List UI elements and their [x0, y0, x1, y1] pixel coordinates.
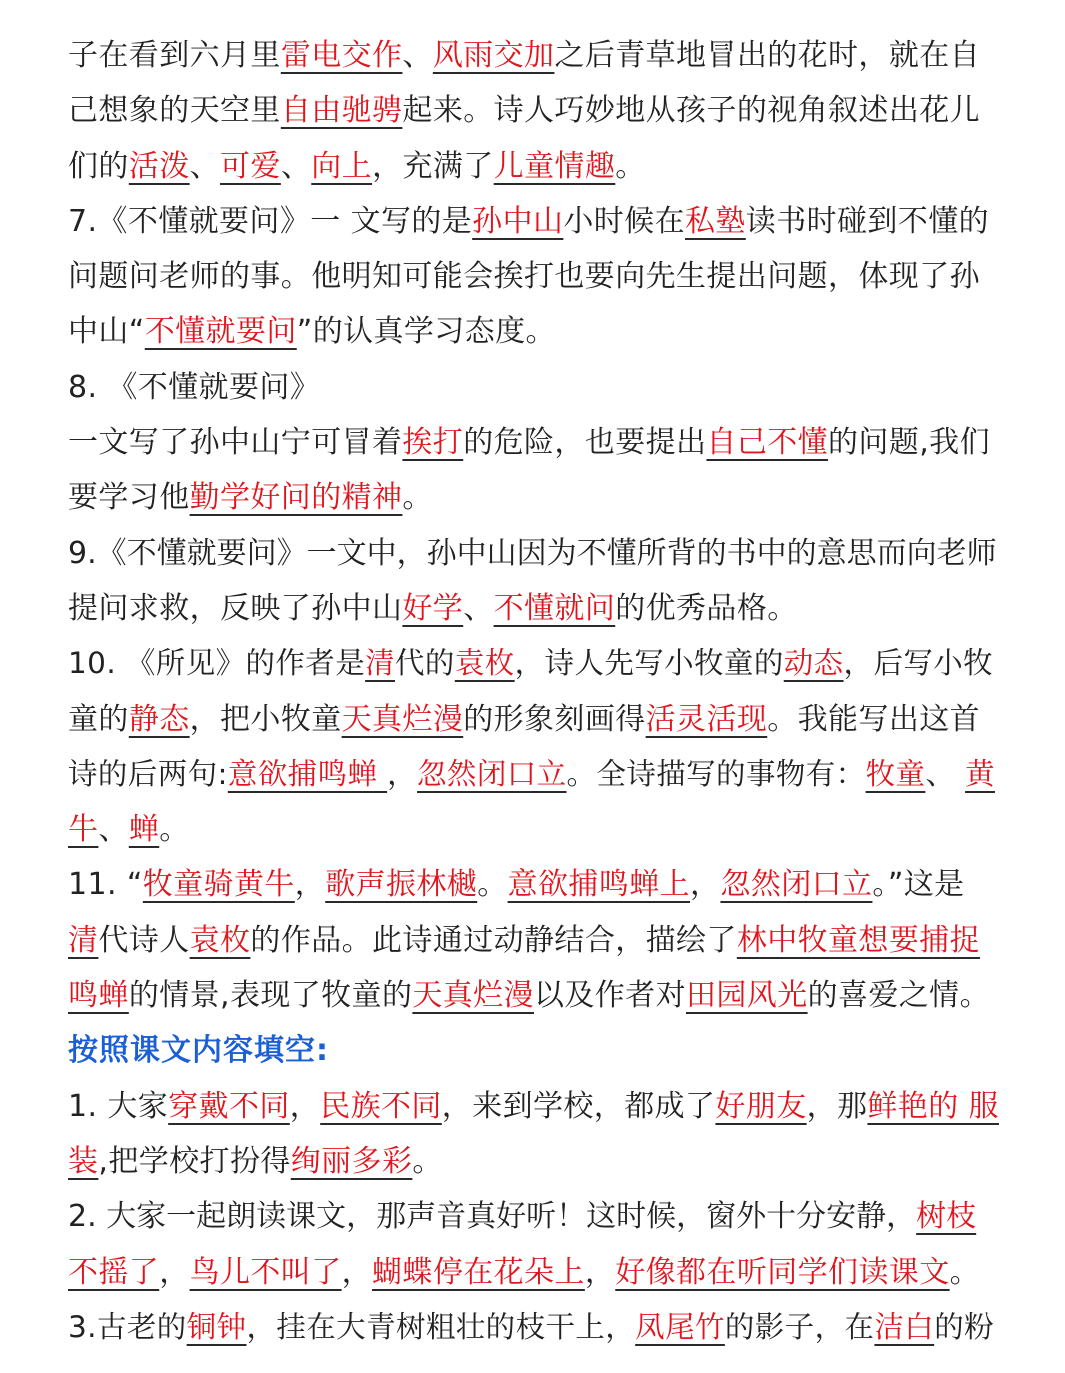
answer-text: 洁白	[874, 1309, 935, 1344]
body-text: 8. 《不懂就要问》	[68, 369, 321, 405]
body-text: 以及作者对	[533, 978, 686, 1014]
answer-text: 绚丽多彩	[290, 1143, 413, 1179]
answer-text: 牛	[68, 812, 99, 848]
section-heading	[68, 1023, 1008, 1078]
body-text: 己想象的天空里	[68, 93, 281, 129]
text-line	[68, 1245, 1008, 1300]
body-text: 、	[98, 812, 129, 848]
text-line	[68, 968, 1008, 1023]
answer-text: 凤尾竹	[635, 1309, 725, 1344]
body-text: 按照课文内容填空:	[68, 1033, 329, 1069]
body-text: 之后青草地冒出的花时，就在自	[554, 38, 981, 73]
text-line	[68, 857, 1008, 912]
body-text: 要学习他	[68, 480, 190, 516]
answer-text: 意欲捕鸣蝉上	[507, 867, 691, 903]
answer-text: 向上	[311, 148, 373, 184]
body-text: 的影子，在	[724, 1309, 875, 1344]
body-text: ，诗人先写小牧童的	[514, 646, 784, 681]
body-text: 。我能写出这首	[767, 701, 981, 737]
text-line	[68, 526, 1008, 581]
body-text: ，充满了	[372, 148, 494, 184]
answer-text: 活泼	[128, 148, 190, 184]
answer-text: 勤学好问的精神	[189, 480, 403, 516]
answer-text: 鲜艳的 服	[867, 1088, 999, 1124]
text-line	[68, 1189, 1008, 1244]
answer-text: 自由驰骋	[280, 93, 403, 129]
body-text: 2. 大家一起朗读课文，那声音真好听！这时候，窗外十分安静，	[68, 1199, 917, 1235]
body-text: ，那	[806, 1088, 868, 1124]
body-text: 诗的后两句:	[68, 756, 228, 791]
text-line	[68, 249, 1008, 304]
body-text: 。	[949, 1254, 981, 1290]
answer-text: 鸟儿不叫了	[189, 1254, 342, 1290]
text-line	[68, 194, 1008, 249]
body-text: 、	[402, 38, 433, 73]
answer-text: 雷电交作	[280, 38, 403, 73]
answer-text: 歌声振林樾	[325, 867, 478, 903]
body-text: 。	[412, 1143, 443, 1179]
text-line	[68, 913, 1008, 968]
body-text: 读书时碰到不懂的	[745, 203, 989, 239]
body-text: ，挂在大青树粗壮的枝干上，	[246, 1309, 636, 1344]
body-text: 的粉	[934, 1309, 995, 1344]
body-text: 7.《不懂就要问》一 文写的是	[68, 203, 473, 239]
body-text: 。全诗描写的事物有：	[566, 756, 866, 791]
body-text: 。	[615, 148, 646, 184]
body-text: 的形象刻画得	[463, 701, 646, 737]
body-text: 。	[159, 812, 190, 848]
text-line	[68, 360, 1008, 415]
body-text: ，后写小牧	[843, 646, 994, 681]
body-text: 问题问老师的事。他明知可能会挨打也要向先生提出问题，体现了孙	[68, 259, 980, 295]
body-text: ，	[341, 1254, 373, 1290]
body-text: 童的	[68, 701, 129, 737]
body-text: 。	[477, 867, 508, 903]
text-line	[68, 415, 1008, 470]
body-text: 的优秀品格。	[615, 590, 798, 626]
answer-text: 林中牧童想要捕捉	[736, 922, 981, 958]
body-text: 们的	[68, 148, 129, 184]
text-line	[68, 304, 1008, 359]
body-text: 11. “	[68, 867, 143, 903]
body-text: 1. 大家	[68, 1088, 169, 1124]
answer-text: 装	[68, 1143, 99, 1179]
answer-text: 田园风光	[685, 978, 808, 1014]
body-text: 子在看到六月里	[68, 38, 281, 73]
body-text: 。	[402, 480, 433, 516]
answer-text: 树枝	[916, 1199, 977, 1235]
body-text: 的问题,我们	[828, 425, 990, 461]
answer-text: 动态	[783, 646, 844, 681]
body-text: 、	[925, 756, 966, 791]
body-text: 小时候在	[563, 203, 685, 239]
text-line	[68, 747, 1008, 802]
body-text: 代的	[395, 646, 455, 681]
body-text: 一文写了孙中山宁可冒着	[68, 425, 403, 461]
answer-text: 自己不懂	[706, 425, 829, 461]
answer-text: 袁枚	[189, 922, 251, 958]
answer-text: 不摇了	[68, 1254, 160, 1290]
answer-text: 鸣蝉	[68, 978, 129, 1014]
answer-text: 好像都在听同学们读课文	[615, 1254, 950, 1290]
answer-text: 黄	[965, 756, 995, 791]
body-text: ，	[690, 867, 721, 903]
text-line	[68, 802, 1008, 857]
answer-text: 好学	[402, 590, 464, 626]
body-text: ，	[159, 1254, 190, 1290]
answer-text: 牧童骑黄牛	[142, 867, 295, 903]
body-text: 的喜爱之情。	[807, 978, 990, 1014]
document-page	[68, 28, 1008, 1355]
answer-text: 挨打	[402, 425, 464, 461]
body-text: ，	[289, 1088, 321, 1124]
answer-text: 不懂就问	[493, 590, 616, 626]
body-text: 、	[280, 148, 312, 184]
body-text: ，把小牧童	[189, 701, 342, 737]
text-line	[68, 83, 1008, 138]
body-text: 代诗人	[98, 922, 190, 958]
answer-text: 蝉	[128, 812, 160, 848]
answer-text: 忽然闭口立	[720, 867, 873, 903]
body-text: ，	[387, 756, 418, 791]
answer-text: 天真烂漫	[412, 978, 534, 1014]
answer-text: 清	[68, 922, 99, 958]
body-text: 起来。诗人巧妙地从孩子的视角叙述出花儿	[402, 93, 981, 129]
answer-text: 意欲捕鸣蝉	[227, 756, 388, 791]
answer-text: 清	[365, 646, 395, 681]
answer-text: 儿童情趣	[493, 148, 616, 184]
text-line	[68, 1300, 1008, 1355]
text-line	[68, 636, 1008, 691]
text-line	[68, 1079, 1008, 1134]
body-text: ，	[584, 1254, 616, 1290]
answer-text: 风雨交加	[432, 38, 555, 73]
answer-text: 不懂就要问	[144, 314, 297, 350]
answer-text: 好朋友	[715, 1088, 807, 1124]
answer-text: 静态	[128, 701, 190, 737]
answer-text: 天真烂漫	[341, 701, 464, 737]
answer-text: 蝴蝶停在花朵上	[372, 1254, 585, 1290]
body-text: 提问求救，反映了孙中山	[68, 590, 403, 626]
body-text: 中山“	[68, 314, 145, 350]
body-text: 3.古老的	[68, 1309, 187, 1344]
answer-text: 忽然闭口立	[417, 756, 567, 791]
answer-text: 穿戴不同	[168, 1088, 290, 1124]
answer-text: 牧童	[865, 756, 926, 791]
body-text: ,把学校打扮得	[98, 1143, 291, 1179]
body-text: 、	[189, 148, 221, 184]
answer-text: 民族不同	[320, 1088, 442, 1124]
text-line	[68, 692, 1008, 747]
body-text: ，来到学校，都成了	[441, 1088, 716, 1124]
body-text: 。”这是	[872, 867, 965, 903]
text-line	[68, 1134, 1008, 1189]
body-text: 的情景,表现了牧童的	[128, 978, 413, 1014]
answer-text: 孙中山	[472, 203, 564, 239]
answer-text: 私塾	[684, 203, 746, 239]
body-text: 9.《不懂就要问》一文中，孙中山因为不懂所背的书中的意思而向老师	[68, 535, 997, 571]
body-text: ”的认真学习态度。	[296, 314, 556, 350]
text-line	[68, 139, 1008, 194]
answer-text: 可爱	[220, 148, 281, 184]
text-line	[68, 581, 1008, 636]
body-text: ，	[294, 867, 326, 903]
text-line	[68, 470, 1008, 525]
answer-text: 袁枚	[454, 646, 515, 681]
text-line	[68, 28, 1008, 83]
answer-text: 铜钟	[186, 1309, 247, 1344]
answer-text: 活灵活现	[645, 701, 768, 737]
body-text: 10. 《所见》的作者是	[68, 646, 366, 681]
body-text: 、	[463, 590, 494, 626]
body-text: 的危险，也要提出	[463, 425, 707, 461]
body-text: 的作品。此诗通过动静结合，描绘了	[250, 922, 737, 958]
